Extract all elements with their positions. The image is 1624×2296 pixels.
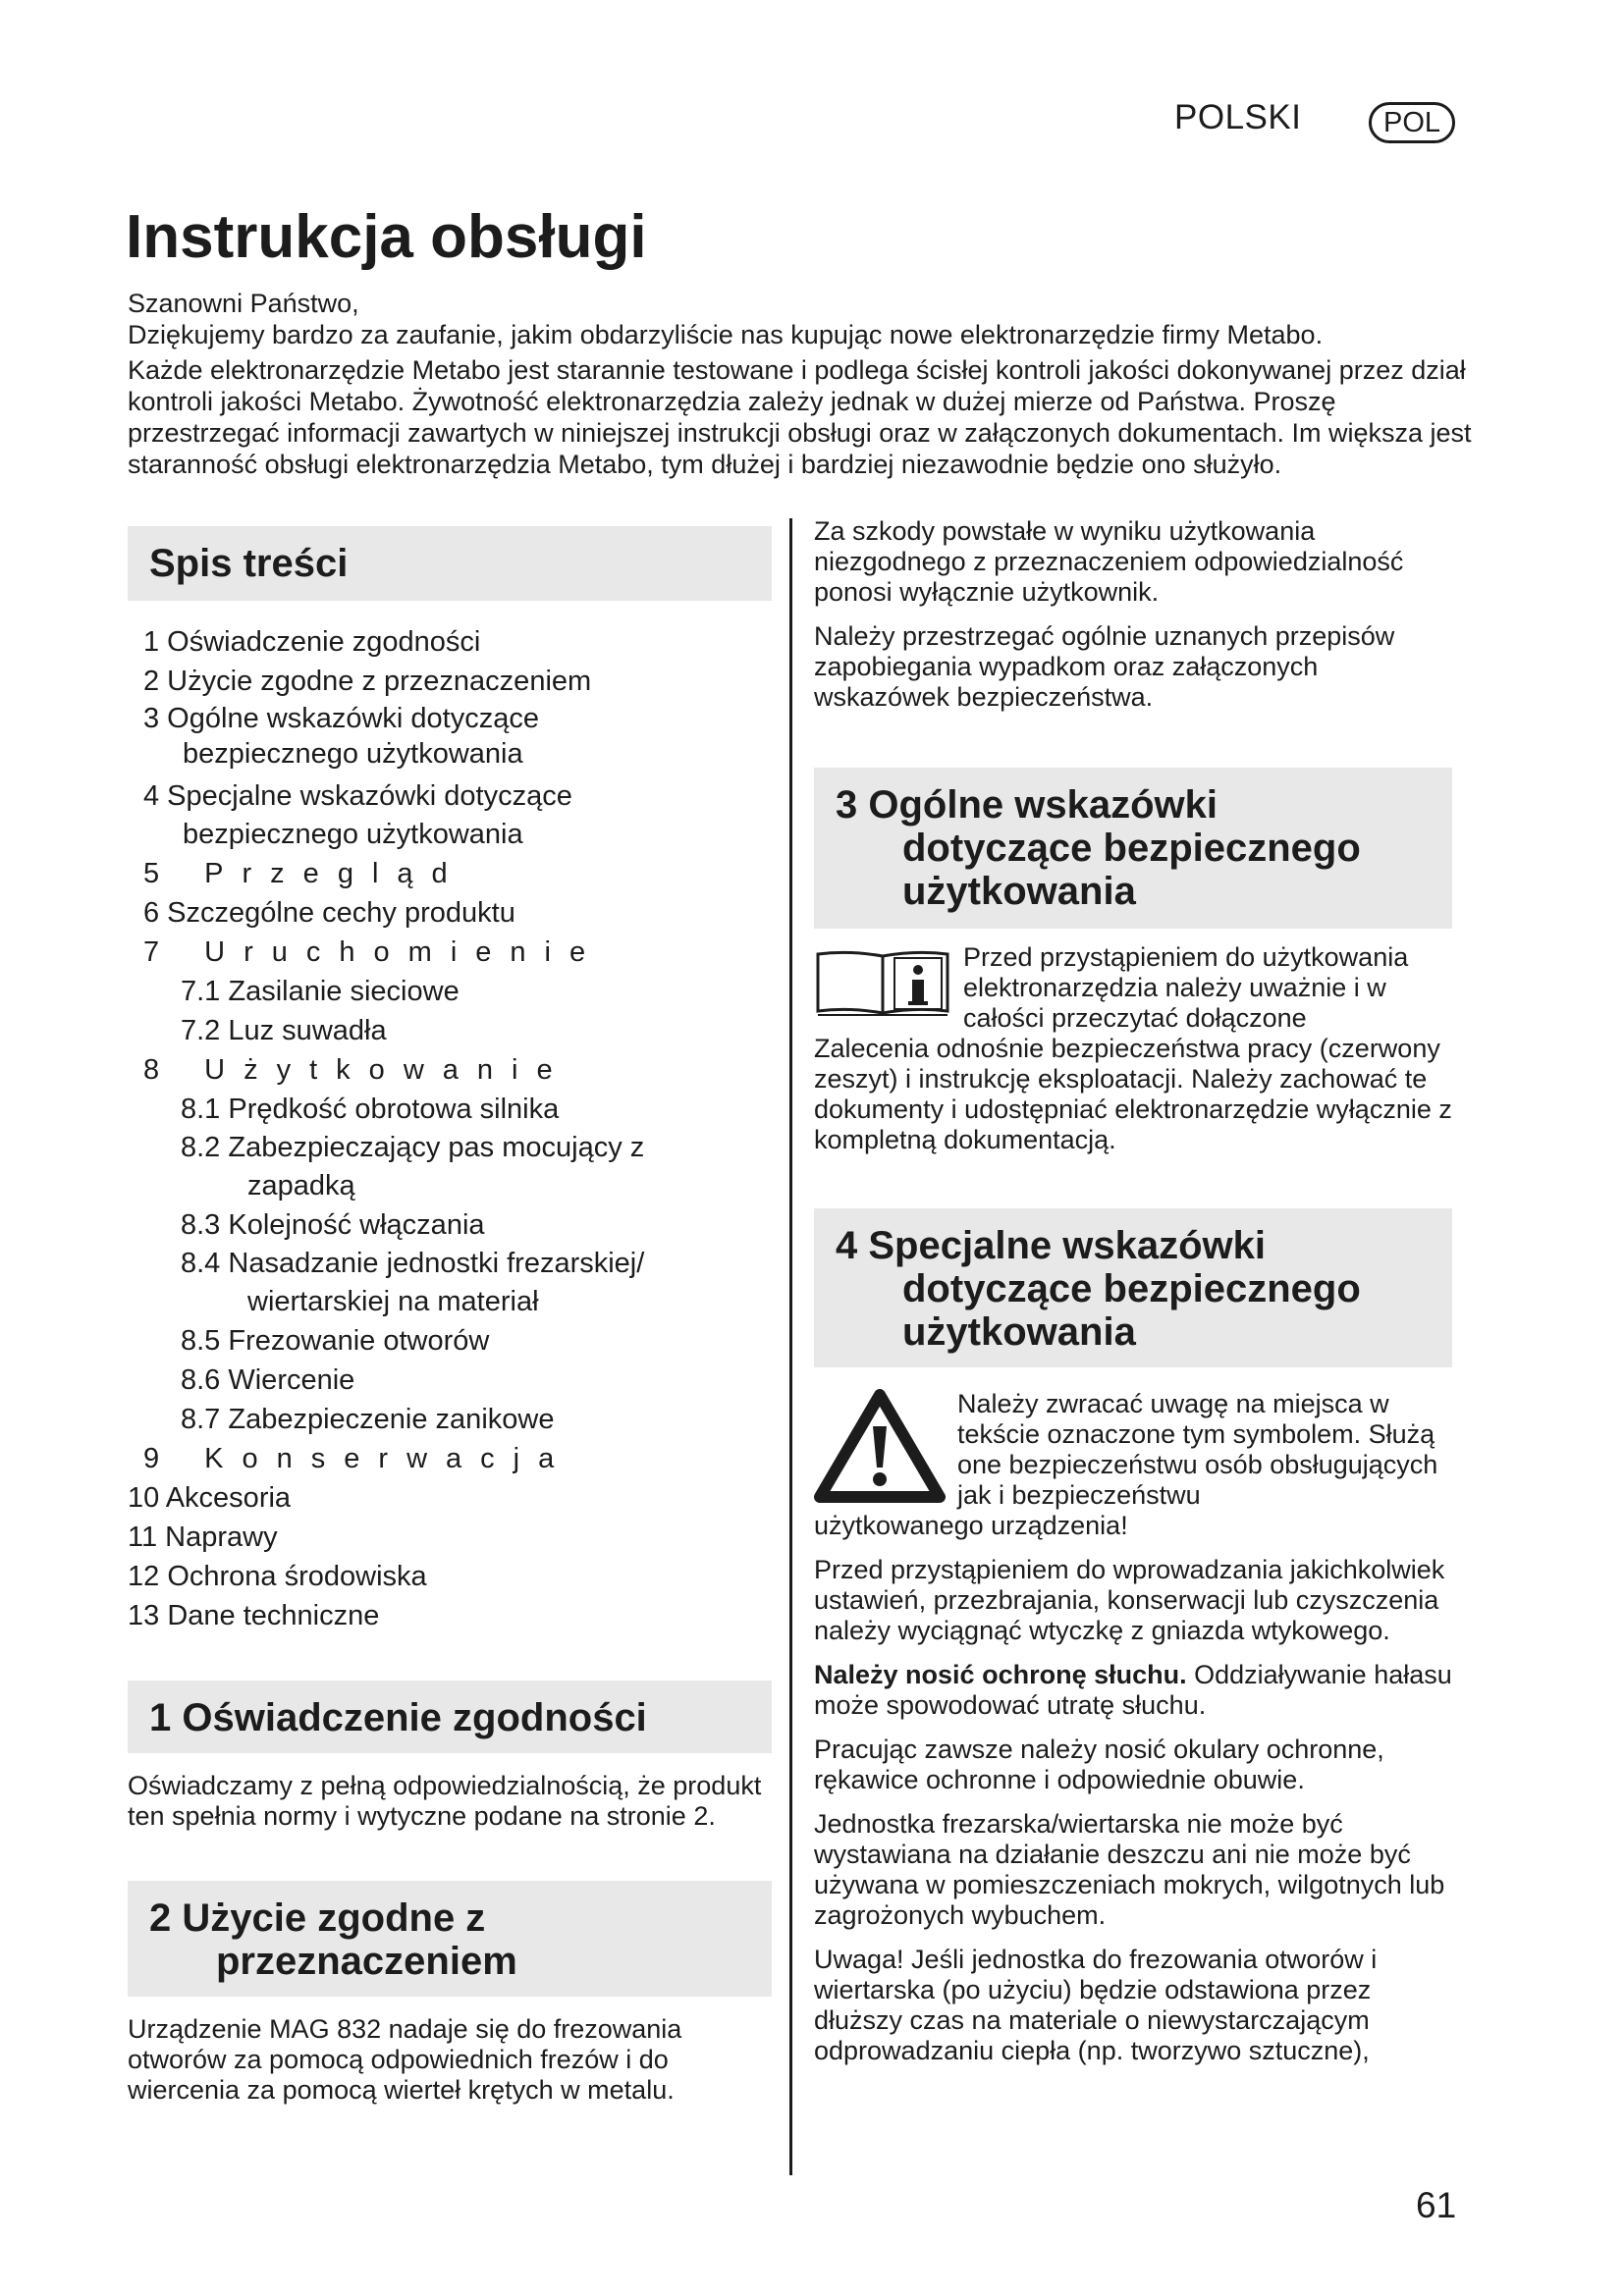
- intro-block: [128, 288, 1473, 480]
- warning-triangle-icon: [814, 1389, 946, 1508]
- language-code-badge: POL: [1369, 102, 1455, 143]
- toc-item-9[interactable]: 9 Konserwacja: [143, 1443, 573, 1474]
- section-3-heading-line1: 3 Ogólne wskazówki: [836, 783, 1218, 827]
- toc-item-7-1[interactable]: 7.1 Zasilanie sieciowe: [181, 976, 460, 1007]
- left-column: [128, 526, 772, 2106]
- toc-item-5[interactable]: 5 Przegląd: [143, 858, 466, 889]
- warning-notice: [814, 1389, 1452, 1511]
- toc-item-8-6[interactable]: 8.6 Wiercenie: [181, 1364, 355, 1396]
- toc-item-8-4-cont[interactable]: wiertarskiej na materiał: [247, 1286, 539, 1317]
- toc-item-6[interactable]: 6 Szczególne cechy produktu: [143, 897, 515, 929]
- section-4-p5: Uwaga! Jeśli jednostka do frezowania otworów i wiertarska (po użyciu) będzie odstawiona przez dłuższy czas na materiale o niewystarczającym odprowadzaniu ciepła (np. tworzywo sztuczne),: [814, 1945, 1378, 2065]
- section-4-heading-line1: 4 Specjalne wskazówki: [836, 1224, 1266, 1267]
- info-notice: [814, 942, 1452, 1034]
- section-1-heading-text: 1 Oświadczenie zgodności: [149, 1696, 647, 1739]
- warning-notice-cont: użytkowanego urządzenia!: [814, 1511, 1128, 1540]
- intro-salutation: Szanowni Państwo,: [128, 289, 359, 318]
- accident-prevention-text: Należy przestrzegać ogólnie uznanych przepisów zapobiegania wypadkom oraz załączonych wskazówek bezpieczeństwa.: [814, 621, 1395, 712]
- intro-paragraph: Każde elektronarzędzie Metabo jest starannie testowane i podlega ścisłej kontroli jakości dokonywanej przez dział kontroli jakości Metabo. Żywotność elektronarzędzia zależy jednak w dużej mierze od Państwa. Proszę przestrzegać informacji zawartych w niniejszej instrukcji obsługi oraz w załączonych dokumentach. Im większa jest staranność obsługi elektronarzędzia Metabo, tym dłużej i bardziej niezawodnie będzie ono służyło.: [128, 355, 1472, 479]
- section-2-heading-line1: 2 Użycie zgodne z: [149, 1896, 486, 1940]
- book-info-icon: [814, 942, 951, 1026]
- toc-item-8-1[interactable]: 8.1 Prędkość obrotowa silnika: [181, 1094, 560, 1125]
- page-number: 61: [1416, 2185, 1457, 2225]
- toc-item-10[interactable]: 10 Akcesoria: [128, 1482, 292, 1514]
- hearing-protection-rest: Oddziaływanie hałasu może spowodować utratę słuchu.: [814, 1660, 1452, 1720]
- section-4-heading-line3: użytkowania: [902, 1310, 1136, 1354]
- toc-item-8-3[interactable]: 8.3 Kolejność włączania: [181, 1209, 485, 1241]
- toc-item-7[interactable]: 7 Uruchomienie: [143, 936, 605, 968]
- toc-item-8-4[interactable]: 8.4 Nasadzanie jednostki frezarskiej/: [181, 1248, 645, 1279]
- section-3-heading: [814, 768, 1452, 929]
- section-1-text: Oświadczamy z pełną odpowiedzialnością, że produkt ten spełnia normy i wytyczne podane na stronie 2.: [128, 1771, 762, 1831]
- toc-item-7-2[interactable]: 7.2 Luz suwadła: [181, 1015, 387, 1046]
- toc-item-4[interactable]: 4 Specjalne wskazówki dotyczące: [143, 780, 572, 812]
- toc-item-3[interactable]: 3 Ogólne wskazówki dotyczące: [143, 703, 539, 734]
- section-4-heading: [814, 1208, 1452, 1367]
- toc-item-4-cont[interactable]: bezpiecznego użytkowania: [183, 819, 523, 850]
- toc-item-8-2[interactable]: 8.2 Zabezpieczający pas mocujący z: [181, 1132, 645, 1163]
- section-1-heading: [128, 1681, 772, 1753]
- toc-item-8-5[interactable]: 8.5 Frezowanie otworów: [181, 1325, 490, 1357]
- section-2-heading: [128, 1881, 772, 1997]
- toc-item-3-cont[interactable]: bezpiecznego użytkowania: [183, 738, 523, 770]
- toc-item-8-2-cont[interactable]: zapadką: [247, 1170, 355, 1201]
- section-4-p3: Pracując zawsze należy nosić okulary ochronne, rękawice ochronne i odpowiednie obuwie.: [814, 1735, 1384, 1794]
- column-divider: [789, 518, 792, 2175]
- section-3-heading-line2: dotyczące bezpiecznego: [902, 827, 1361, 870]
- toc-item-13[interactable]: 13 Dane techniczne: [128, 1600, 380, 1631]
- page-title: Instrukcja obsługi: [126, 203, 647, 271]
- hearing-protection-bold: Należy nosić ochronę słuchu.: [814, 1660, 1187, 1689]
- section-4-p1: Przed przystąpieniem do wprowadzania jakichkolwiek ustawień, przezbrajania, konserwacji lub czyszczenia należy wyciągnąć wtyczkę z gniazda wtykowego.: [814, 1555, 1445, 1645]
- toc-item-1[interactable]: 1 Oświadczenie zgodności: [143, 626, 481, 658]
- language-label: POLSKI: [1174, 98, 1302, 136]
- section-2-text: Urządzenie MAG 832 nadaje się do frezowania otworów za pomocą odpowiednich frezów i do wiercenia za pomocą wierteł krętych w metalu.: [128, 2014, 682, 2105]
- toc-item-12[interactable]: 12 Ochrona środowiska: [128, 1561, 427, 1592]
- toc-heading-text: Spis treści: [149, 542, 349, 585]
- toc-heading: [128, 526, 772, 601]
- section-4-p4: Jednostka frezarska/wiertarska nie może być wystawiana na działanie deszczu ani nie może być używana w pomieszczeniach mokrych, wilgotnych lub zagrożonych wybuchem.: [814, 1809, 1445, 1930]
- toc-item-8-7[interactable]: 8.7 Zabezpieczenie zanikowe: [181, 1404, 555, 1435]
- section-4-heading-line2: dotyczące bezpiecznego: [902, 1267, 1361, 1310]
- liability-text: Za szkody powstałe w wyniku użytkowania niezgodnego z przeznaczeniem odpowiedzialność ponosi wyłącznie użytkownik.: [814, 516, 1404, 607]
- section-3-text: Zalecenia odnośnie bezpieczeństwa pracy (czerwony zeszyt) i instrukcję eksploatacji. Należy zachować te dokumenty i udostępniać elektronarzędzie wyłącznie z kompletną dokumentacją.: [814, 1034, 1452, 1154]
- right-column: [814, 516, 1452, 2066]
- toc-item-8[interactable]: 8 Użytkowanie: [143, 1054, 571, 1086]
- info-notice-text: Przed przystąpieniem do użytkowania elektronarzędzia należy uważnie i w całości przeczytać dołączone: [963, 942, 1409, 1033]
- table-of-contents: [128, 622, 772, 1635]
- intro-thanks: Dziękujemy bardzo za zaufanie, jakim obdarzyliście nas kupując nowe elektronarzędzie firmy Metabo.: [128, 320, 1324, 349]
- warning-notice-text: Należy zwracać uwagę na miejsca w tekście oznaczone tym symbolem. Służą one bezpieczeństwu osób obsługujących jak i bezpieczeństwu: [957, 1389, 1438, 1510]
- section-2-heading-line2: przeznaczeniem: [216, 1940, 517, 1983]
- toc-item-2[interactable]: 2 Użycie zgodne z przeznaczeniem: [143, 666, 592, 697]
- section-4-p2: [814, 1660, 1452, 1721]
- toc-item-11[interactable]: 11 Naprawy: [128, 1522, 278, 1553]
- section-3-heading-line3: użytkowania: [902, 870, 1136, 913]
